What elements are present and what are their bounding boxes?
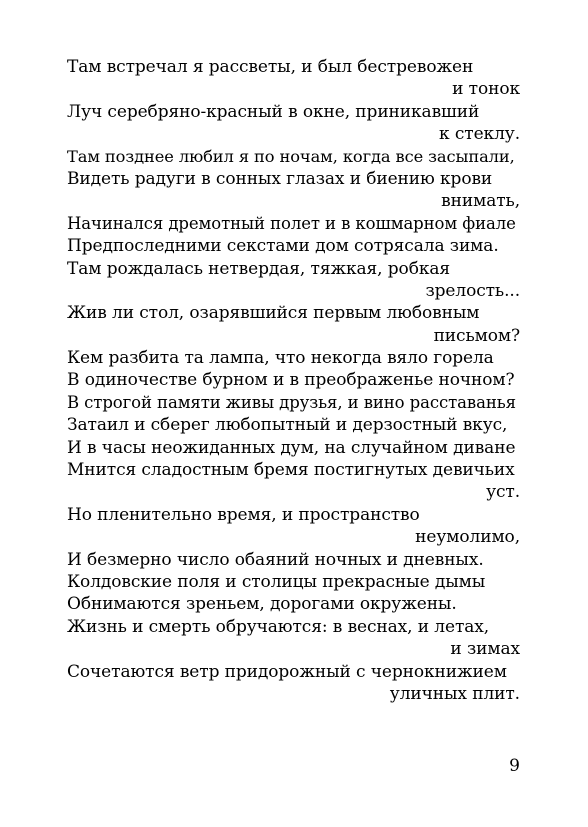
poem-line: Мнится сладостным бремя постигнутых девичьих	[67, 460, 515, 481]
poem-line-continuation: к стеклу.	[439, 124, 520, 145]
poem-line: Предпоследними секстами дом сотрясала зима.	[67, 236, 499, 257]
poem-line: Сочетаются ветр придорожный с чернокнижием	[67, 661, 507, 682]
poem-line: Видеть радуги в сонных глазах и биению крови	[67, 168, 493, 189]
poem-line: И безмерно число обаяний ночных и дневных.	[67, 549, 484, 570]
poem-line-continuation: письмом?	[433, 325, 520, 346]
poem-text	[67, 56, 520, 705]
poem-line-continuation: неумолимо,	[415, 527, 520, 548]
page-number: 9	[509, 756, 520, 776]
poem-line: В одиночестве бурном и в преображенье ночном?	[67, 370, 515, 391]
poem-line: Кем разбита та лампа, что некогда вяло горела	[67, 348, 494, 369]
poem-line: Колдовские поля и столицы прекрасные дымы	[67, 571, 486, 592]
poem-line: Луч серебряно-красный в окне, приникавший	[67, 101, 480, 122]
poem-line-continuation: и зимах	[450, 639, 520, 660]
poem-line: Жив ли стол, озарявшийся первым любовным	[67, 303, 480, 324]
poem-line: Там позднее любил я по ночам, когда все засыпали,	[67, 146, 515, 166]
poem-line-continuation: и тонок	[452, 79, 520, 100]
poem-line: Начинался дремотный полет и в кошмарном фиале	[67, 213, 516, 233]
poem-line: Но пленительно время, и пространство	[67, 504, 420, 525]
poem-line-continuation: зрелость...	[425, 280, 520, 301]
poem-line: Обнимаются зреньем, дорогами окружены.	[67, 594, 457, 615]
poem-line-continuation: уличных плит.	[389, 683, 520, 704]
poem-line: Затаил и сберег любопытный и дерзостный вкус,	[67, 415, 508, 436]
poem-line-continuation: внимать,	[441, 191, 520, 212]
poem-line-continuation: уст.	[486, 482, 520, 503]
poem-line: Там встречал я рассветы, и был бестревожен	[67, 57, 474, 77]
poem-line: Там рождалась нетвердая, тяжкая, робкая	[67, 258, 451, 279]
poem-line: И в часы неожиданных дум, на случайном диване	[67, 437, 516, 458]
poem-line: Жизнь и смерть обручаются: в веснах, и летах,	[67, 616, 490, 637]
poem-line: В строгой памяти живы друзья, и вино расставанья	[67, 392, 516, 412]
